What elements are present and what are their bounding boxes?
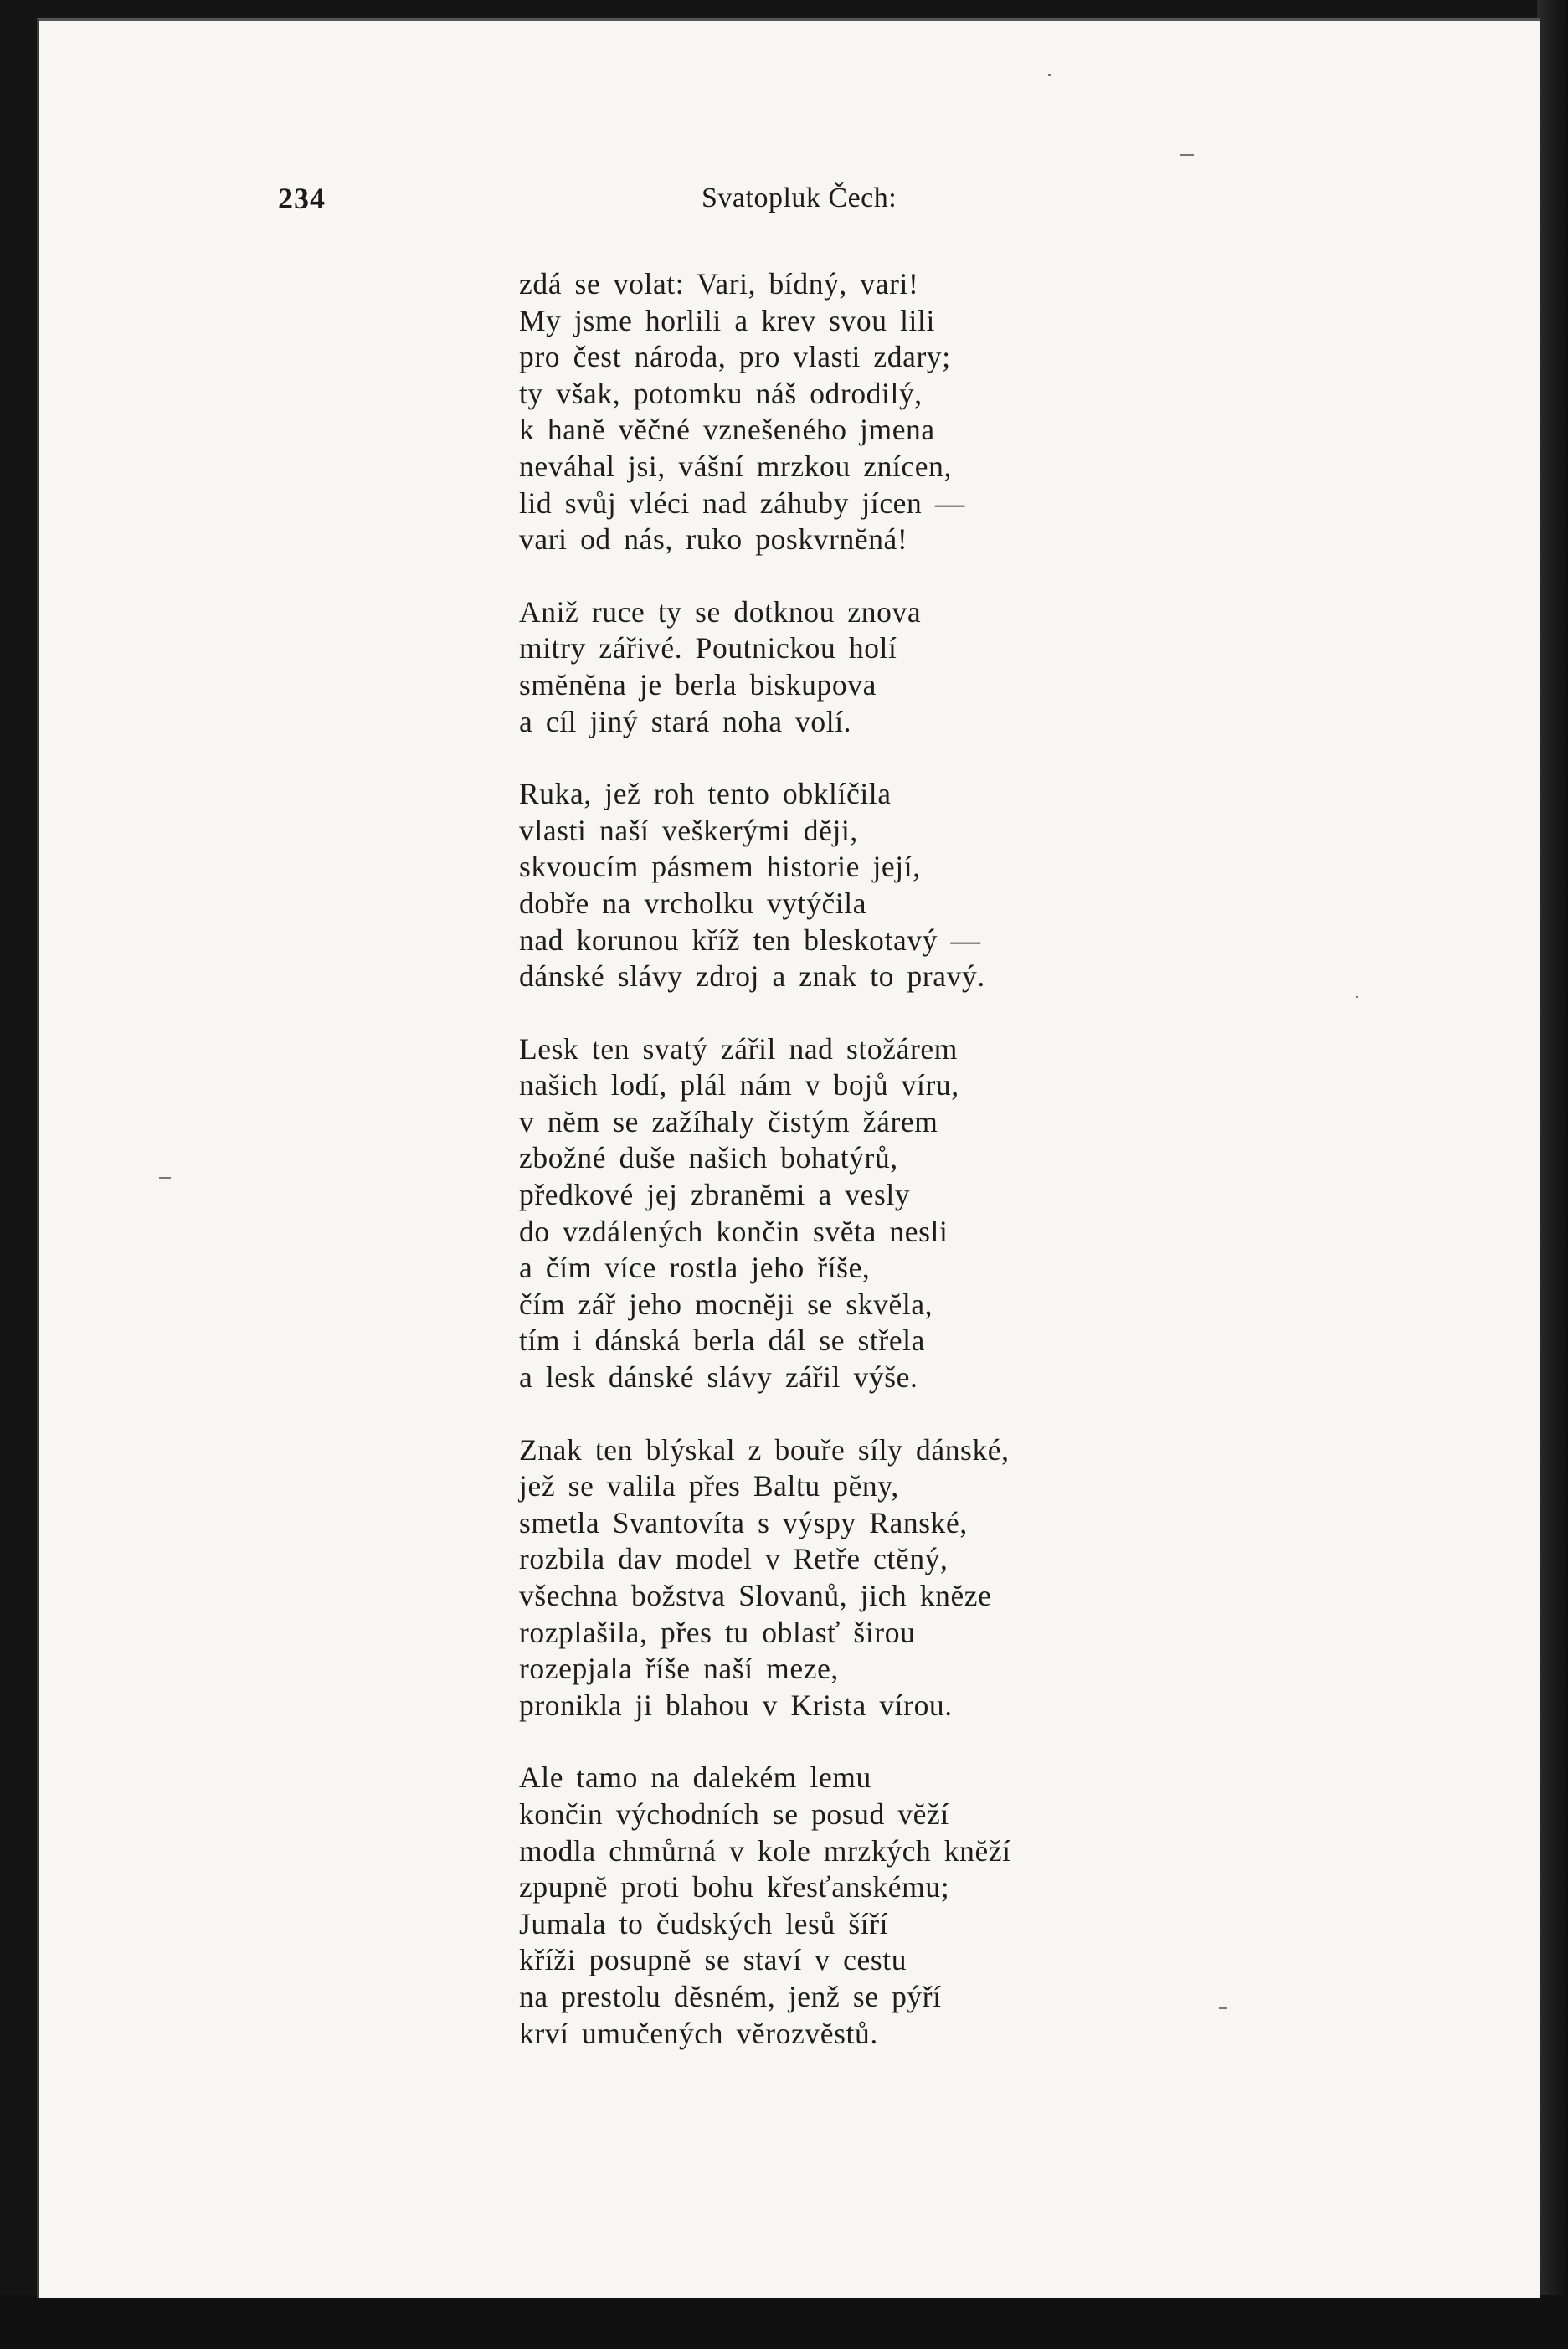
poem-body — [519, 266, 1189, 2088]
verse-line: Ale tamo na dalekém lemu — [519, 1760, 871, 1795]
verse-line: rozepjala říše naší meze, — [519, 1652, 839, 1686]
verse-line: končin východních se posud vĕží — [519, 1796, 949, 1831]
verse-line: Ruka, jež roh tento obklíčila — [519, 777, 892, 811]
stanza — [519, 1432, 1189, 1724]
stanza — [519, 594, 1189, 740]
verse-line: pronikla ji blahou v Krista vírou. — [519, 1688, 953, 1722]
verse-line: skvoucím pásmem historie její, — [519, 850, 921, 884]
scanner-edge-bottom — [0, 2295, 1568, 2349]
page-header — [241, 181, 1329, 223]
stanza — [519, 776, 1189, 995]
stanza — [519, 266, 1189, 558]
scanner-edge-right — [1537, 0, 1568, 2349]
verse-line: a lesk dánské slávy zářil výše. — [519, 1360, 918, 1395]
verse-line: smetla Svantovíta s výspy Ranské, — [519, 1505, 968, 1539]
running-head: Svatopluk Čech: — [702, 182, 897, 213]
verse-line: všechna božstva Slovanů, jich knĕze — [519, 1579, 992, 1612]
verse-line: zbožné duše našich bohatýrů, — [519, 1141, 898, 1175]
verse-line: na prestolu dĕsném, jenž se pýří — [519, 1979, 942, 2013]
scan-speck — [1180, 154, 1194, 156]
verse-line: neváhal jsi, vášní mrzkou znícen, — [519, 449, 952, 483]
scan-speck — [159, 1177, 171, 1179]
verse-line: čím zář jeho mocnĕji se skvĕla, — [519, 1287, 933, 1321]
verse-line: Aniž ruce ty se dotknou znova — [519, 594, 922, 629]
stanza — [519, 1031, 1189, 1396]
verse-line: našich lodí, plál nám v bojů víru, — [519, 1068, 959, 1103]
verse-line: rozbila dav model v Retře ctĕný, — [519, 1542, 949, 1576]
verse-line: zpupnĕ proti bohu křesťanskému; — [519, 1870, 950, 1904]
verse-line: a čím více rostla jeho říše, — [519, 1251, 871, 1285]
verse-line: Znak ten blýskal z bouře síly dánské, — [519, 1432, 1010, 1467]
verse-line: a cíl jiný stará noha volí. — [519, 704, 852, 738]
verse-line: vlasti naší veškerými dĕji, — [519, 813, 858, 847]
verse-line: vari od nás, ruko poskvrnĕná! — [519, 522, 908, 557]
verse-line: lid svůj vléci nad záhuby jícen — — [519, 486, 965, 520]
verse-line: zdá se volat: Vari, bídný, vari! — [519, 267, 919, 301]
verse-line: do vzdálených končin svĕta nesli — [519, 1214, 949, 1248]
verse-line: Lesk ten svatý zářil nad stožárem — [519, 1031, 958, 1066]
scan-speck — [1048, 74, 1051, 76]
verse-line: předkové jej zbranĕmi a vesly — [519, 1178, 911, 1212]
verse-line: dobře na vrcholku vytýčila — [519, 886, 867, 920]
verse-line: ty však, potomku náš odrodilý, — [519, 376, 923, 410]
verse-line: v nĕm se zažíhaly čistým žárem — [519, 1104, 938, 1139]
scan-speck — [1356, 996, 1358, 998]
verse-line: kříži posupnĕ se staví v cestu — [519, 1943, 907, 1977]
verse-line: tím i dánská berla dál se střela — [519, 1324, 925, 1358]
verse-line: dánské slávy zdroj a znak to pravý. — [519, 959, 985, 994]
verse-line: nad korunou kříž ten bleskotavý — — [519, 923, 981, 957]
stanza — [519, 1760, 1189, 2052]
verse-line: k hanĕ vĕčné vznešeného jmena — [519, 413, 935, 447]
verse-line: krví umučených vĕrozvĕstů. — [519, 2016, 878, 2050]
verse-line: mitry zářivé. Poutnickou holí — [519, 631, 897, 666]
verse-line: Jumala to čudských lesů šíří — [519, 1906, 889, 1940]
verse-line: My jsme horlili a krev svou lili — [519, 303, 935, 337]
verse-line: rozplašila, přes tu oblasť širou — [519, 1615, 916, 1649]
verse-line: jež se valila přes Baltu pĕny, — [519, 1469, 899, 1503]
verse-line: smĕnĕna je berla biskupova — [519, 667, 877, 702]
scan-speck — [1219, 2007, 1227, 2009]
verse-line: modla chmůrná v kole mrzkých knĕží — [519, 1833, 1011, 1868]
page-number: 234 — [278, 182, 326, 215]
verse-line: pro čest národa, pro vlasti zdary; — [519, 340, 951, 374]
